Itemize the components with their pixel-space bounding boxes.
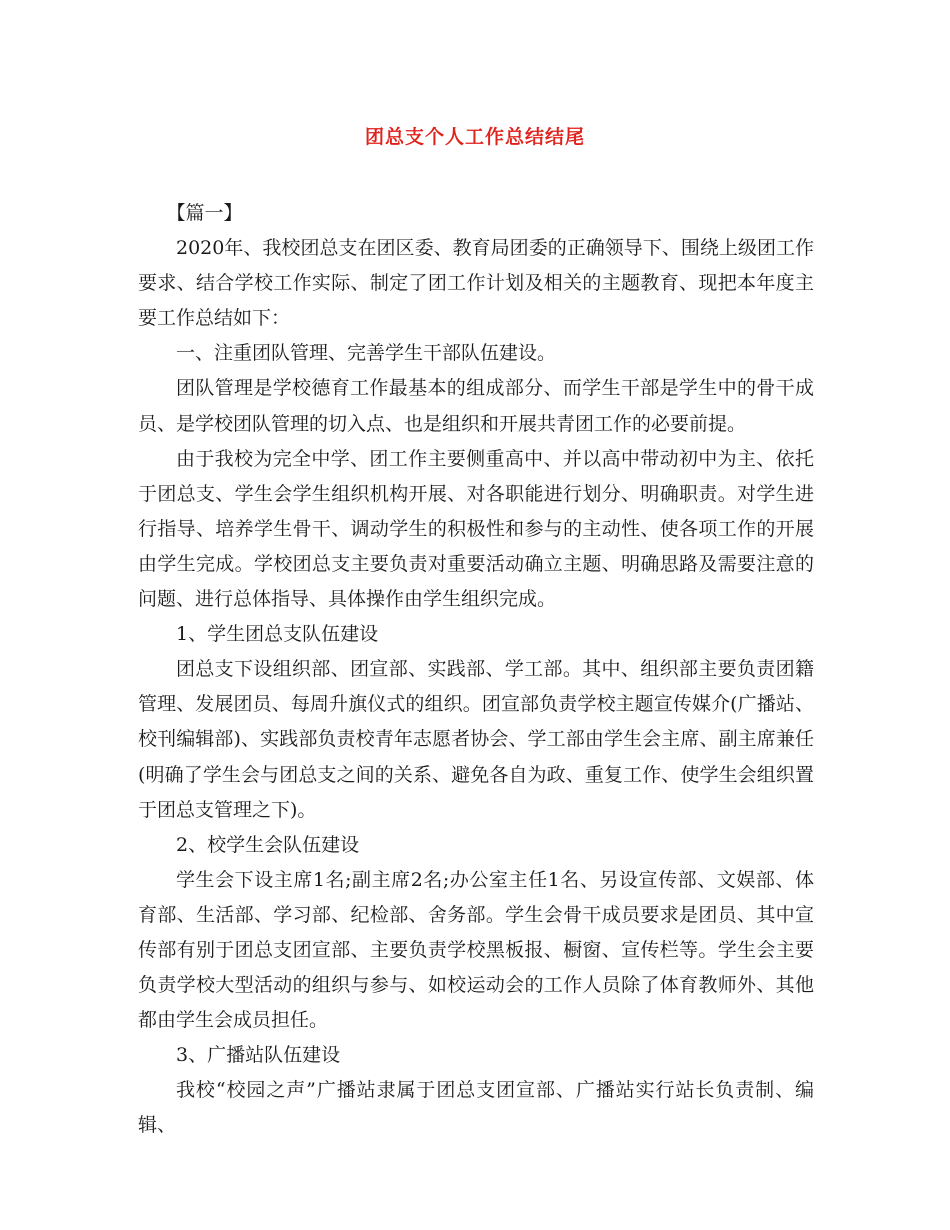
document-body (138, 196, 814, 1144)
body-paragraph: 我校“校园之声”广播站隶属于团总支团宣部、广播站实行站长负责制、编辑、 (138, 1079, 814, 1137)
body-paragraph: 学生会下设主席1名;副主席2名;办公室主任1名、另设宣传部、文娱部、体育部、生活部、学习部、纪检部、舍务部。学生会骨干成员要求是团员、其中宣传部有别于团总支团宣部、主要负责学校黑板报、橱窗、宣传栏等。学生会主要负责学校大型活动的组织与参与、如校运动会的工作人员除了体育教师外、其他都由学生会成员担任。 (138, 868, 814, 1032)
subheading-3: 3、广播站队伍建设 (176, 1044, 341, 1067)
document-title: 团总支个人工作总结结尾 (364, 126, 585, 148)
subheading-2: 2、校学生会队伍建设 (176, 833, 360, 856)
section-heading-pian-yi: 【篇一】 (166, 202, 243, 224)
body-paragraph: 团总支下设组织部、团宣部、实践部、学工部。其中、组织部主要负责团籍管理、发展团员、每周升旗仪式的组织。团宣部负责学校主题宣传媒介(广播站、校刊编辑部)、实践部负责校青年志愿者协会、学工部由学生会主席、副主席兼任(明确了学生会与团总支之间的关系、避免各自为政、重复工作、使学生会组织置于团总支管理之下)。 (138, 658, 814, 821)
body-paragraph: 由于我校为完全中学、团工作主要侧重高中、并以高中带动初中为主、依托于团总支、学生会学生组织机构开展、对各职能进行划分、明确职责。对学生进行指导、培养学生骨干、调动学生的积极性和参与的主动性、使各项工作的开展由学生完成。学校团总支主要负责对重要活动确立主题、明确思路及需要注意的问题、进行总体指导、具体操作由学生组织完成。 (138, 447, 814, 611)
body-paragraph: 团队管理是学校德育工作最基本的组成部分、而学生干部是学生中的骨干成员、是学校团队管理的切入点、也是组织和开展共青团工作的必要前提。 (138, 377, 814, 435)
subheading-1: 1、学生团总支队伍建设 (176, 623, 379, 646)
heading-one: 一、注重团队管理、完善学生干部队伍建设。 (176, 342, 557, 365)
intro-paragraph: 2020年、我校团总支在团区委、教育局团委的正确领导下、围绕上级团工作要求、结合学校工作实际、制定了团工作计划及相关的主题教育、现把本年度主要工作总结如下： (138, 237, 814, 330)
